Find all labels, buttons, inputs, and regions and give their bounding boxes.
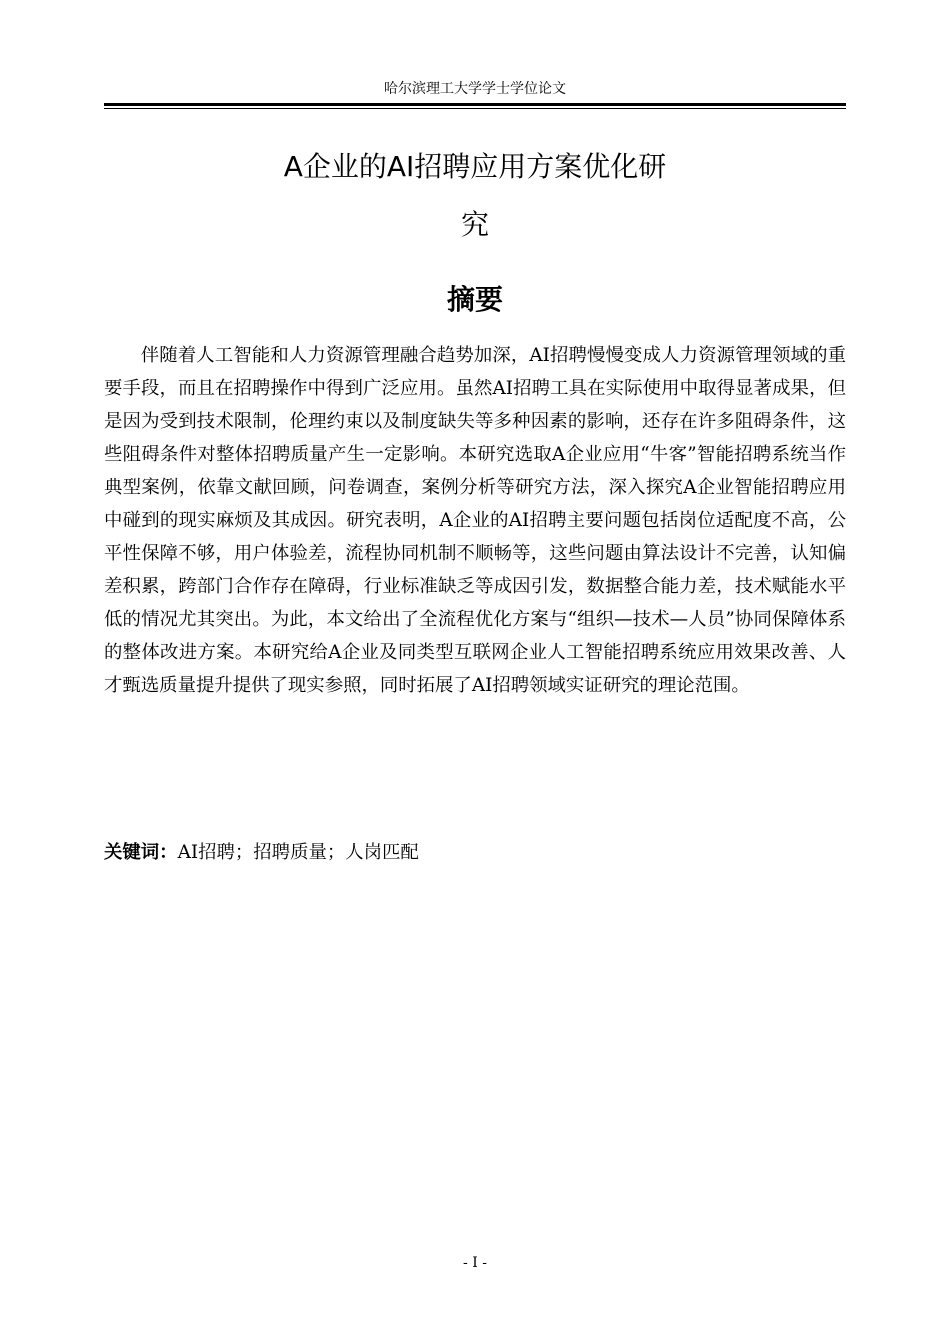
thesis-title-line-1: A企业的AI招聘应用方案优化研 bbox=[283, 150, 667, 183]
page-number: - I - bbox=[463, 1255, 487, 1271]
running-header: 哈尔滨理工大学学士学位论文 bbox=[384, 81, 566, 97]
thesis-title bbox=[104, 152, 846, 240]
keywords-text: AI招聘；招聘质量；人岗匹配 bbox=[177, 842, 419, 863]
abstract-heading: 摘要 bbox=[446, 283, 503, 316]
abstract-body: 伴随着人工智能和人力资源管理融合趋势加深，AI招聘慢慢变成人力资源管理领域的重要手段，而且在招聘操作中得到广泛应用。虽然AI招聘工具在实际使用中取得显著成果，但是因为受到技术限制，伦理约束以及制度缺失等多种因素的影响，还存在许多阻碍条件，这些阻碍条件对整体招聘质量产生一定影响。本研究选取A企业应用“牛客”智能招聘系统当作典型案例，依靠文献回顾，问卷调查，案例分析等研究方法，深入探究A企业智能招聘应用中碰到的现实麻烦及其成因。研究表明，A企业的AI招聘主要问题包括岗位适配度不高，公平性保障不够，用户体验差，流程协同机制不顺畅等，这些问题由算法设计不完善，认知偏差积累，跨部门合作存在障碍，行业标准缺乏等成因引发，数据整合能力差，技术赋能水平低的情况尤其突出。为此，本文给出了全流程优化方案与“组织—技术—人员”协同保障体系的整体改进方案。本研究给A企业及同类型互联网企业人工智能招聘系统应用效果改善、人才甄选质量提升提供了现实参照，同时拓展了AI招聘领域实证研究的理论范围。 bbox=[104, 345, 846, 696]
keywords-label: 关键词： bbox=[104, 842, 178, 863]
keywords-line bbox=[104, 836, 846, 869]
header-rule-thick bbox=[104, 103, 846, 106]
header-rule-thin bbox=[104, 108, 846, 109]
thesis-title-line-2: 究 bbox=[460, 208, 489, 241]
